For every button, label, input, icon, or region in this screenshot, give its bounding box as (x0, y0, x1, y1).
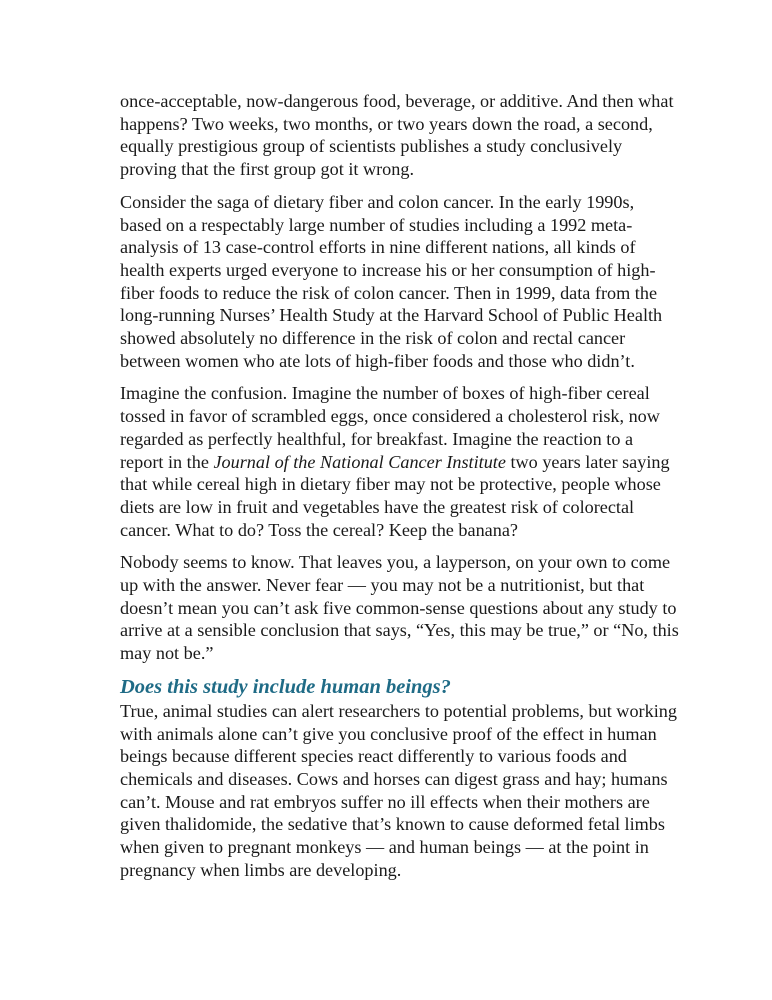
paragraph-fiber-saga: Consider the saga of dietary fiber and colon cancer. In the early 1990s, based on a respectably large number of studies including a 1992 meta-analysis of 13 case-control efforts in nine different nations, all kinds of health experts urged everyone to increase his or her consumption of high-fiber foods to reduce the risk of colon cancer. Then in 1999, data from the long-running Nurses’ Health Study at the Harvard School of Public Health showed absolutely no difference in the risk of colon and rectal cancer between women who ate lots of high-fiber foods and those who didn’t. (120, 191, 663, 371)
paragraph-confusion-after: two years later saying that while cereal high in dietary fiber may not be protective, people whose diets are low in fruit and vegetables have the greatest risk of colorectal cancer. What to do? Toss the cereal? Keep the banana? (120, 451, 670, 540)
paragraph-animal-studies: True, animal studies can alert researchers to potential problems, but working with animals alone can’t give you conclusive proof of the effect in human beings because different species react differently to various foods and chemicals and diseases. Cows and horses can digest grass and hay; humans can’t. Mouse and rat embryos suffer no ill effects when their mothers are given thalidomide, the sedative that’s known to cause deformed fetal limbs when given to pregnant monkeys — and human beings — at the point in pregnancy when limbs are developing. (120, 700, 677, 880)
paragraph-nobody-knows: Nobody seems to know. That leaves you, a layperson, on your own to come up with the answer. Never fear — you may not be a nutritionist, but that doesn’t mean you can’t ask five common-sense questions about any study to arrive at a sensible conclusion that says, “Yes, this may be true,” or “No, this may not be.” (120, 552, 679, 664)
paragraph-intro-continuation: once-acceptable, now-dangerous food, beverage, or additive. And then what happens? Two weeks, two months, or two years down the road, a second, equally prestigious group of scientists publishes a study conclusively proving that the first group got it wrong. (120, 91, 674, 180)
section-heading: Does this study include human beings? (120, 675, 451, 698)
journal-title: Journal of the National Cancer Institute (213, 451, 506, 472)
page-body (120, 90, 680, 892)
paragraph-confusion-before: Imagine the confusion. Imagine the number of boxes of high-fiber cereal tossed in favor of scrambled eggs, once considered a cholesterol risk, now regarded as perfectly healthful, for breakfast. Imagine the reaction to a report in the (120, 383, 660, 472)
paragraph-confusion (120, 382, 680, 541)
